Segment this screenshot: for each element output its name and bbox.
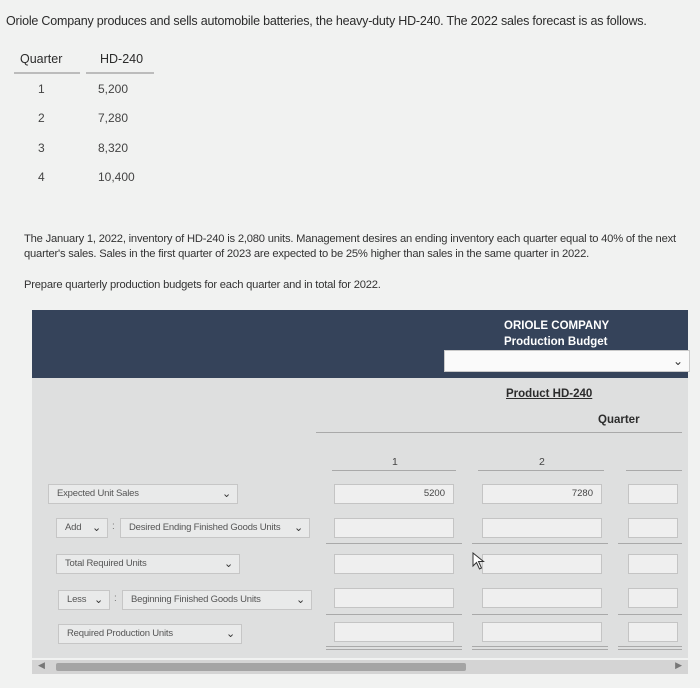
scroll-left-icon[interactable]: ◀ <box>38 660 45 670</box>
chevron-down-icon: ⌄ <box>223 558 233 570</box>
double-underline <box>618 649 682 650</box>
divider <box>618 543 682 544</box>
q1-value-input[interactable] <box>334 518 454 538</box>
q2-value-input[interactable] <box>482 518 602 538</box>
divider <box>472 614 608 615</box>
q2-value-input[interactable]: 7280 <box>482 484 602 504</box>
row-label-select[interactable] <box>120 518 310 538</box>
double-underline <box>472 649 608 650</box>
sales-forecast-table <box>14 48 154 192</box>
table-row <box>14 74 154 104</box>
chevron-down-icon: ⌄ <box>93 594 103 606</box>
q2-value-input[interactable] <box>482 554 602 574</box>
units-cell: 8,320 <box>98 140 129 155</box>
divider <box>472 543 608 544</box>
chevron-down-icon: ⌄ <box>221 488 231 500</box>
q3-value-input[interactable] <box>628 484 678 504</box>
divider <box>618 614 682 615</box>
q3-value-input[interactable] <box>628 622 678 642</box>
row-label-text: Expected Unit Sales <box>57 488 139 499</box>
row-label-select[interactable] <box>58 624 242 644</box>
table-row <box>14 133 154 163</box>
q3-value-input[interactable] <box>628 518 678 538</box>
table-row <box>14 104 154 134</box>
product-label: Product HD-240 <box>506 388 593 400</box>
chevron-down-icon: ⌄ <box>225 628 235 640</box>
q1-value-input[interactable] <box>334 622 454 642</box>
scrollbar-thumb[interactable] <box>56 663 466 671</box>
double-underline <box>326 646 462 647</box>
q1-value-input[interactable] <box>334 554 454 574</box>
chevron-down-icon: ⌄ <box>295 594 305 606</box>
row-label-select[interactable] <box>122 590 312 610</box>
column-header-hd240: HD-240 <box>86 48 154 74</box>
divider <box>332 470 456 471</box>
period-select[interactable] <box>444 350 690 372</box>
divider <box>316 432 682 433</box>
units-cell: 10,400 <box>98 170 135 185</box>
q1-value-input[interactable]: 5200 <box>334 484 454 504</box>
budget-title: Production Budget <box>504 336 608 348</box>
divider <box>626 470 682 471</box>
column-header-quarter: Quarter <box>14 48 80 74</box>
divider <box>326 543 462 544</box>
quarter-number-2: 2 <box>539 456 545 468</box>
quarter-number-1: 1 <box>392 456 398 468</box>
company-name: ORIOLE COMPANY <box>504 320 610 332</box>
chevron-down-icon: ⌄ <box>293 522 303 534</box>
table-row <box>14 163 154 193</box>
row-label-text: Desired Ending Finished Goods Units <box>129 522 281 533</box>
row-label-select[interactable] <box>48 484 238 504</box>
scroll-right-icon[interactable]: ▶ <box>675 660 682 670</box>
units-cell: 7,280 <box>98 111 129 126</box>
company-heading <box>504 318 609 350</box>
operator-text: Less <box>67 594 87 605</box>
operator-select[interactable] <box>56 518 108 538</box>
chevron-down-icon: ⌄ <box>91 522 101 534</box>
problem-intro: Oriole Company produces and sells automobile batteries, the heavy-duty HD-240. The 2022 sales forecast is as follows. <box>6 14 647 28</box>
quarter-cell: 2 <box>38 111 45 126</box>
double-underline <box>326 649 462 650</box>
chevron-down-icon: ⌄ <box>672 354 683 368</box>
problem-instruction: Prepare quarterly production budgets for each quarter and in total for 2022. <box>24 279 381 291</box>
operator-select[interactable] <box>58 590 110 610</box>
operator-text: Add <box>65 522 82 533</box>
q3-value-input[interactable] <box>628 554 678 574</box>
q2-value-input[interactable] <box>482 622 602 642</box>
units-cell: 5,200 <box>98 81 129 96</box>
quarter-cell: 3 <box>38 140 45 155</box>
quarter-heading: Quarter <box>598 414 640 426</box>
divider <box>478 470 604 471</box>
separator: : <box>114 593 117 604</box>
double-underline <box>472 646 608 647</box>
separator: : <box>112 521 115 532</box>
row-label-text: Beginning Finished Goods Units <box>131 594 261 605</box>
q3-value-input[interactable] <box>628 588 678 608</box>
table-header <box>14 48 154 74</box>
quarter-cell: 1 <box>38 81 45 96</box>
horizontal-scrollbar[interactable] <box>32 660 688 674</box>
double-underline <box>618 646 682 647</box>
row-label-text: Required Production Units <box>67 628 173 639</box>
budget-header-banner <box>32 310 688 378</box>
divider <box>326 614 462 615</box>
row-label-select[interactable] <box>56 554 240 574</box>
q1-value-input[interactable] <box>334 588 454 608</box>
row-label-text: Total Required Units <box>65 558 147 569</box>
mouse-cursor-icon <box>472 552 486 570</box>
q2-value-input[interactable] <box>482 588 602 608</box>
quarter-cell: 4 <box>38 170 45 185</box>
problem-paragraph: The January 1, 2022, inventory of HD-240 is 2,080 units. Management desires an ending inventory each quarter equal to 40% of the next quarter's sales. Sales in the first quarter of 2023 are expected to be 25% higher than sales in the same quarter in 2022. <box>24 233 676 260</box>
